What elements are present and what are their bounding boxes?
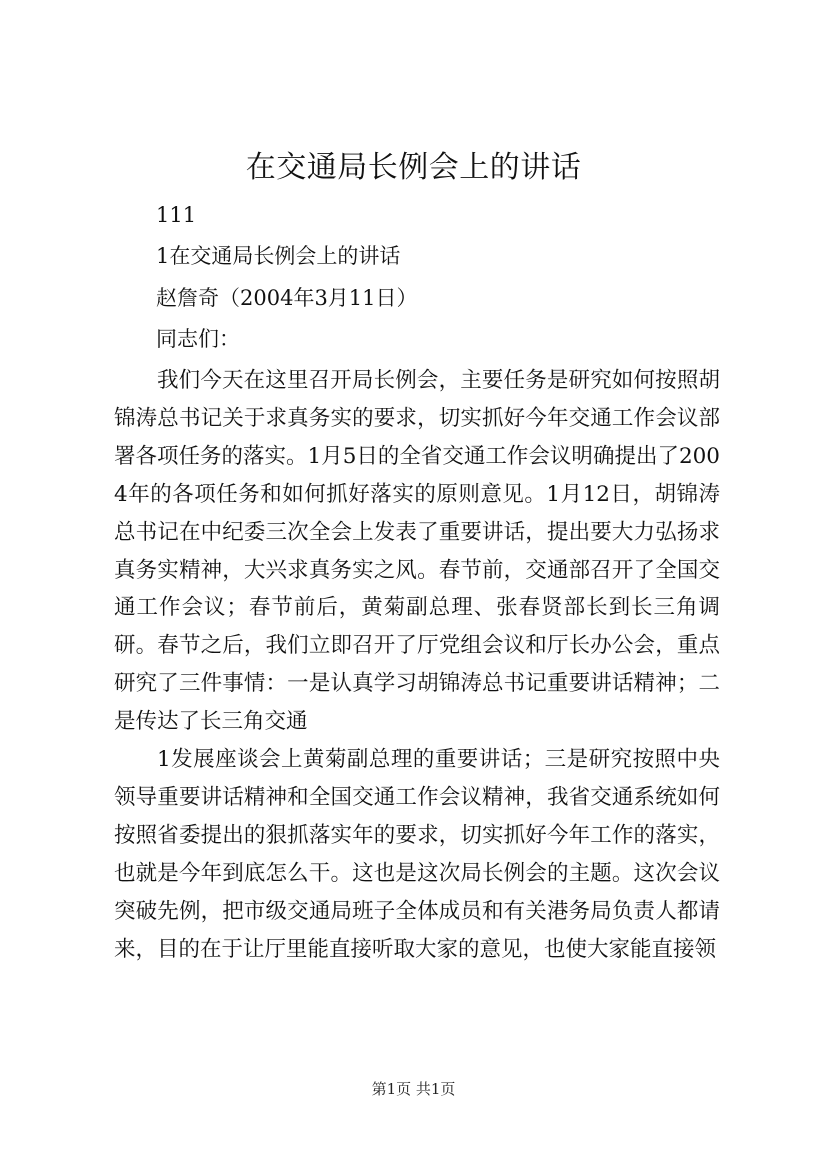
meta-line-code: 111	[156, 203, 197, 227]
meta-line-heading: 1在交通局长例会上的讲话	[156, 244, 401, 268]
paragraph-2: 1发展座谈会上黄菊副总理的重要讲话；三是研究按照中央领导重要讲话精神和全国交通工作会议精神，我省交通系统如何按照省委提出的狠抓落实年的要求，切实抓好今年工作的落实，也就是今年到底怎么干。这也是这次局长例会的主题。这次会议突破先例，把市级交通局班子全体成员和有关港务局负责人都请来，目的在于让厅里能直接听取大家的意见，也使大家能直接领	[114, 747, 720, 962]
meta-line-author-date: 赵詹奇（2004年3月11日）	[156, 286, 418, 310]
body-text	[114, 362, 720, 969]
paragraph-1: 我们今天在这里召开局长例会，主要任务是研究如何按照胡锦涛总书记关于求真务实的要求，切实抓好今年交通工作会议部署各项任务的落实。1月5日的全省交通工作会议明确提出了2004年的各项任务和如何抓好落实的原则意见。1月12日，胡锦涛总书记在中纪委三次全会上发表了重要讲话，提出要大力弘扬求真务实精神，大兴求真务实之风。春节前，交通部召开了全国交通工作会议；春节前后，黄菊副总理、张春贤部长到长三角调研。春节之后，我们立即召开了厅党组会议和厅长办公会，重点研究了三件事情：一是认真学习胡锦涛总书记重要讲话精神；二是传达了长三角交通	[114, 368, 720, 735]
page-footer: 第1页 共1页	[371, 1080, 456, 1098]
meta-line-salutation: 同志们：	[156, 327, 240, 351]
document-title: 在交通局长例会上的讲话	[245, 150, 582, 185]
